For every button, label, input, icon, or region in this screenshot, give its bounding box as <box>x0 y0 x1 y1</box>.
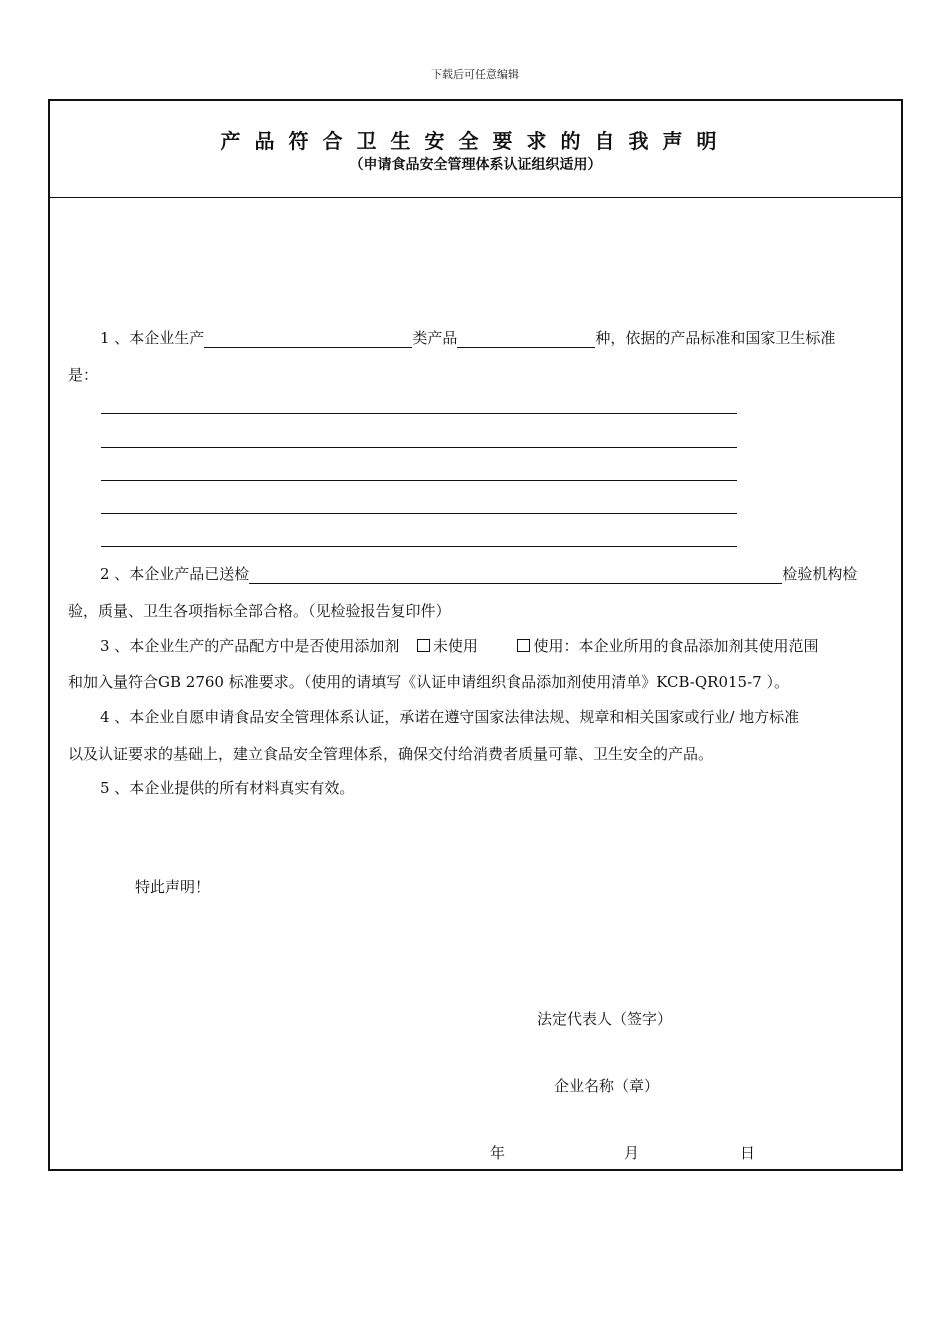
not-used-label: 未使用 <box>432 637 478 655</box>
used-label: 使用：本企业所用的食品添加剂其使用范围 <box>533 637 819 655</box>
item-5-line: 5 、本企业提供的所有材料真实有效。 <box>100 779 355 797</box>
form-subtitle: （申请食品安全管理体系认证组织适用） <box>349 157 602 173</box>
form-title: 产品符合卫生安全要求的自我声明 <box>220 129 731 153</box>
title-block <box>50 101 901 198</box>
standard-line-5[interactable] <box>101 546 737 547</box>
item-4-line-2: 以及认证要求的基础上，建立食品安全管理体系，确保交付给消费者质量可靠、卫生安全的产品。 <box>68 745 714 763</box>
item-3-prefix: 3 、本企业生产的产品配方中是否使用添加剂 <box>100 637 400 655</box>
product-count-field[interactable] <box>457 331 595 348</box>
item-3-cont: 和加入量符合GB 2760 标准要求。（使用的请填写《认证申请组织食品添加剂使用清单》KCB-QR015-7 ）。 <box>68 673 789 691</box>
item-1-prefix: 1 、本企业生产 <box>100 329 205 347</box>
standard-line-2[interactable] <box>101 447 737 448</box>
item-1-mid: 类产品 <box>412 329 458 347</box>
product-category-field[interactable] <box>204 331 412 348</box>
date-year-label: 年 <box>490 1144 506 1162</box>
item-1-line <box>100 327 835 348</box>
declaration-form <box>48 99 903 1171</box>
item-1-cont: 是： <box>68 366 99 384</box>
date-day-label: 日 <box>740 1144 756 1162</box>
item-2-prefix: 2 、本企业产品已送检 <box>100 565 250 583</box>
page-header-note: 下载后可任意编辑 <box>431 68 519 81</box>
legal-rep-signature-label: 法定代表人（签字） <box>537 1010 673 1028</box>
date-month-label: 月 <box>624 1144 640 1162</box>
used-checkbox[interactable] <box>517 639 530 652</box>
standard-line-1[interactable] <box>101 413 737 414</box>
item-2-suffix: 检验机构检 <box>782 565 858 583</box>
standard-line-4[interactable] <box>101 513 737 514</box>
declaration-text: 特此声明！ <box>135 878 211 896</box>
standard-line-3[interactable] <box>101 480 737 481</box>
item-2-cont: 验，质量、卫生各项指标全部合格。（见检验报告复印件） <box>68 602 451 620</box>
inspection-agency-field[interactable] <box>249 567 782 584</box>
item-4-line-1: 4 、本企业自愿申请食品安全管理体系认证，承诺在遵守国家法律法规、规章和相关国家或行业/ 地方标准 <box>100 708 800 726</box>
company-seal-label: 企业名称（章） <box>554 1077 660 1095</box>
item-3-line <box>100 635 818 656</box>
item-2-line <box>100 563 857 584</box>
not-used-checkbox[interactable] <box>417 639 430 652</box>
item-1-suffix: 种，依据的产品标准和国家卫生标准 <box>595 329 836 347</box>
